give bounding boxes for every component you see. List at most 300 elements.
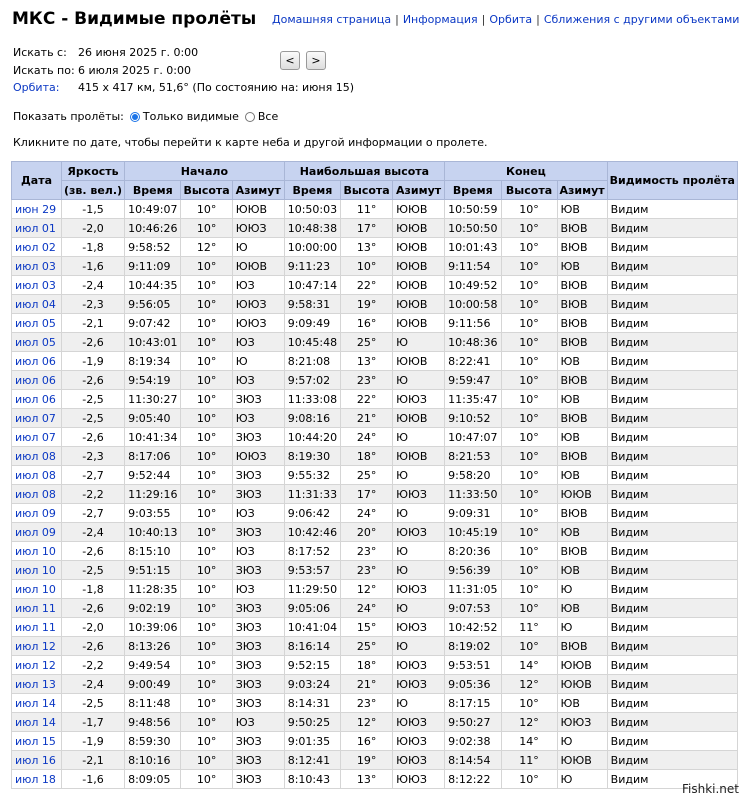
cell-max-alt: 13°	[341, 238, 393, 257]
cell-end-time: 9:07:53	[445, 599, 501, 618]
cell-start-time: 9:52:44	[125, 466, 181, 485]
cell-start-alt: 10°	[181, 580, 232, 599]
cell-visibility: Видим	[607, 523, 737, 542]
cell-end-alt: 10°	[501, 694, 557, 713]
cell-start-time: 8:59:30	[125, 732, 181, 751]
cell-end-az: Ю	[557, 580, 607, 599]
cell-start-az: ЗЮЗ	[232, 618, 284, 637]
pass-date-link[interactable]: июл 08	[15, 487, 56, 501]
cell-start-alt: 10°	[181, 770, 232, 789]
cell-date	[12, 523, 62, 542]
cell-visibility: Видим	[607, 599, 737, 618]
cell-max-time: 9:50:25	[284, 713, 340, 732]
cell-date	[12, 238, 62, 257]
cell-max-alt: 22°	[341, 276, 393, 295]
cell-end-az: ЮЮВ	[557, 751, 607, 770]
cell-end-alt: 10°	[501, 390, 557, 409]
pass-date-link[interactable]: июл 13	[15, 677, 56, 691]
cell-start-az: ЮЗ	[232, 580, 284, 599]
table-row	[12, 504, 738, 523]
cell-date	[12, 694, 62, 713]
cell-end-az: ЮВ	[557, 599, 607, 618]
instruction-text: Кликните по дате, чтобы перейти к карте неба и другой информации о пролете.	[13, 136, 488, 149]
cell-end-alt: 11°	[501, 618, 557, 637]
cell-start-az: ЮЮЗ	[232, 447, 284, 466]
cell-end-az: ЮЮВ	[557, 656, 607, 675]
cell-start-az: ЮЮЗ	[232, 314, 284, 333]
cell-max-time: 11:33:08	[284, 390, 340, 409]
cell-start-alt: 10°	[181, 618, 232, 637]
cell-start-az: ЮЗ	[232, 713, 284, 732]
cell-end-alt: 10°	[501, 466, 557, 485]
pass-date-link[interactable]: июл 06	[15, 373, 56, 387]
cell-start-alt: 10°	[181, 295, 232, 314]
cell-end-alt: 12°	[501, 675, 557, 694]
cell-start-az: ЗЮЗ	[232, 637, 284, 656]
cell-brightness: -1,5	[62, 200, 125, 219]
cell-start-time: 11:28:35	[125, 580, 181, 599]
cell-max-time: 9:01:35	[284, 732, 340, 751]
col-header-end-time: Время	[445, 181, 501, 200]
cell-start-time: 9:54:19	[125, 371, 181, 390]
cell-end-az: ЮВ	[557, 257, 607, 276]
cell-start-az: ЗЮЗ	[232, 751, 284, 770]
cell-end-az: Ю	[557, 732, 607, 751]
cell-end-time: 8:22:41	[445, 352, 501, 371]
cell-max-alt: 18°	[341, 447, 393, 466]
cell-max-az: Ю	[393, 542, 445, 561]
table-row	[12, 580, 738, 599]
table-row	[12, 618, 738, 637]
radio-visible-only[interactable]	[130, 112, 140, 122]
cell-end-alt: 10°	[501, 580, 557, 599]
table-row	[12, 428, 738, 447]
search-to	[13, 64, 191, 77]
cell-start-alt: 12°	[181, 238, 232, 257]
radio-all[interactable]	[245, 112, 255, 122]
cell-date	[12, 314, 62, 333]
cell-brightness: -2,5	[62, 561, 125, 580]
passes-table	[11, 161, 738, 789]
cell-start-az: ЗЮЗ	[232, 656, 284, 675]
cell-visibility: Видим	[607, 428, 737, 447]
cell-start-time: 9:49:54	[125, 656, 181, 675]
cell-start-alt: 10°	[181, 409, 232, 428]
cell-max-time: 8:19:30	[284, 447, 340, 466]
cell-max-alt: 22°	[341, 390, 393, 409]
cell-end-time: 10:45:19	[445, 523, 501, 542]
cell-max-time: 11:29:50	[284, 580, 340, 599]
cell-start-time: 8:19:34	[125, 352, 181, 371]
cell-end-az: ВЮВ	[557, 504, 607, 523]
cell-brightness: -2,2	[62, 656, 125, 675]
cell-end-time: 9:56:39	[445, 561, 501, 580]
nav-link-conjunctions[interactable]: Сближения с другими объектами	[543, 13, 740, 26]
cell-max-alt: 13°	[341, 352, 393, 371]
cell-start-alt: 10°	[181, 732, 232, 751]
cell-start-time: 9:07:42	[125, 314, 181, 333]
pass-date-link[interactable]: июл 10	[15, 563, 56, 577]
cell-max-time: 9:58:31	[284, 295, 340, 314]
cell-brightness: -2,6	[62, 599, 125, 618]
table-row	[12, 333, 738, 352]
cell-end-az: ЮВ	[557, 352, 607, 371]
cell-end-az: ЮВ	[557, 200, 607, 219]
cell-brightness: -2,5	[62, 694, 125, 713]
cell-end-az: ВЮВ	[557, 276, 607, 295]
cell-visibility: Видим	[607, 732, 737, 751]
radio-visible-only-label[interactable]: Только видимые	[142, 110, 239, 123]
cell-end-az: ВЮВ	[557, 219, 607, 238]
cell-end-time: 8:14:54	[445, 751, 501, 770]
pass-date-link[interactable]: июл 03	[15, 259, 56, 273]
pass-date-link[interactable]: июл 14	[15, 715, 56, 729]
col-header-max: Наибольшая высота	[284, 162, 444, 181]
cell-max-alt: 12°	[341, 713, 393, 732]
pass-date-link[interactable]: июл 11	[15, 601, 56, 615]
cell-max-time: 10:41:04	[284, 618, 340, 637]
cell-end-az: ЮВ	[557, 428, 607, 447]
cell-visibility: Видим	[607, 295, 737, 314]
cell-max-az: ЮЮВ	[393, 200, 445, 219]
cell-max-time: 10:00:00	[284, 238, 340, 257]
pass-date-link[interactable]: июл 12	[15, 658, 56, 672]
cell-start-alt: 10°	[181, 485, 232, 504]
cell-start-time: 8:15:10	[125, 542, 181, 561]
cell-date	[12, 580, 62, 599]
cell-max-az: ЮЮВ	[393, 409, 445, 428]
cell-end-az: ВЮВ	[557, 637, 607, 656]
pass-date-link[interactable]: июл 09	[15, 506, 56, 520]
cell-max-az: ЮЮВ	[393, 219, 445, 238]
cell-max-alt: 25°	[341, 466, 393, 485]
search-from	[13, 46, 198, 59]
table-row	[12, 466, 738, 485]
cell-max-time: 9:08:16	[284, 409, 340, 428]
cell-max-az: ЮЮВ	[393, 352, 445, 371]
cell-brightness: -2,7	[62, 504, 125, 523]
col-header-end-az: Азимут	[557, 181, 607, 200]
cell-max-time: 10:50:03	[284, 200, 340, 219]
cell-start-az: Ю	[232, 352, 284, 371]
cell-start-time: 9:00:49	[125, 675, 181, 694]
cell-start-az: ЗЮЗ	[232, 561, 284, 580]
cell-start-az: ЮЮЗ	[232, 219, 284, 238]
cell-brightness: -2,6	[62, 637, 125, 656]
cell-end-az: ВЮВ	[557, 409, 607, 428]
pass-date-link[interactable]: июл 06	[15, 392, 56, 406]
cell-end-alt: 10°	[501, 276, 557, 295]
cell-max-time: 10:45:48	[284, 333, 340, 352]
cell-end-az: ВЮВ	[557, 238, 607, 257]
table-row	[12, 675, 738, 694]
prev-period-button[interactable]: <	[280, 51, 300, 70]
cell-date	[12, 219, 62, 238]
pass-date-link[interactable]: июл 18	[15, 772, 56, 786]
cell-start-alt: 10°	[181, 675, 232, 694]
pass-date-link[interactable]: июн 29	[15, 202, 57, 216]
cell-start-alt: 10°	[181, 751, 232, 770]
cell-date	[12, 371, 62, 390]
cell-max-az: ЮЮЗ	[393, 770, 445, 789]
cell-end-alt: 10°	[501, 637, 557, 656]
cell-date	[12, 618, 62, 637]
cell-start-az: ЮЗ	[232, 542, 284, 561]
cell-start-az: ЗЮЗ	[232, 694, 284, 713]
cell-end-alt: 10°	[501, 542, 557, 561]
cell-start-time: 9:11:09	[125, 257, 181, 276]
cell-max-alt: 13°	[341, 770, 393, 789]
orbit-value: 415 x 417 км, 51,6° (По состоянию на: июня 15)	[78, 81, 355, 94]
cell-max-az: ЮЮЗ	[393, 751, 445, 770]
cell-date	[12, 466, 62, 485]
cell-start-time: 8:13:26	[125, 637, 181, 656]
pass-date-link[interactable]: июл 08	[15, 449, 56, 463]
cell-start-az: ЮЗ	[232, 276, 284, 295]
pass-date-link[interactable]: июл 01	[15, 221, 56, 235]
watermark: Fishki.net	[681, 782, 739, 796]
pass-date-link[interactable]: июл 08	[15, 468, 56, 482]
cell-end-az: ЮВ	[557, 466, 607, 485]
col-header-brightness: Яркость	[62, 162, 125, 181]
cell-date	[12, 352, 62, 371]
cell-start-time: 9:58:52	[125, 238, 181, 257]
table-row	[12, 409, 738, 428]
cell-start-az: ЗЮЗ	[232, 599, 284, 618]
cell-end-time: 9:11:54	[445, 257, 501, 276]
cell-max-az: Ю	[393, 637, 445, 656]
cell-max-alt: 12°	[341, 580, 393, 599]
cell-max-time: 10:48:38	[284, 219, 340, 238]
col-header-start-az: Азимут	[232, 181, 284, 200]
pass-date-link[interactable]: июл 10	[15, 582, 56, 596]
cell-max-az: ЮЮВ	[393, 447, 445, 466]
cell-start-alt: 10°	[181, 504, 232, 523]
cell-brightness: -2,7	[62, 466, 125, 485]
cell-end-time: 9:53:51	[445, 656, 501, 675]
pass-date-link[interactable]: июл 12	[15, 639, 56, 653]
cell-max-time: 9:06:42	[284, 504, 340, 523]
cell-start-time: 10:44:35	[125, 276, 181, 295]
cell-start-time: 10:39:06	[125, 618, 181, 637]
nav-link-info[interactable]: Информация	[402, 13, 478, 26]
cell-visibility: Видим	[607, 390, 737, 409]
cell-start-alt: 10°	[181, 466, 232, 485]
cell-end-alt: 10°	[501, 523, 557, 542]
cell-end-az: ЮВ	[557, 694, 607, 713]
cell-brightness: -2,4	[62, 276, 125, 295]
cell-start-alt: 10°	[181, 333, 232, 352]
col-header-visibility: Видимость пролёта	[607, 162, 737, 200]
cell-max-alt: 23°	[341, 561, 393, 580]
cell-end-time: 10:00:58	[445, 295, 501, 314]
cell-end-time: 9:58:20	[445, 466, 501, 485]
cell-max-time: 9:52:15	[284, 656, 340, 675]
cell-date	[12, 200, 62, 219]
cell-start-time: 11:30:27	[125, 390, 181, 409]
cell-end-alt: 10°	[501, 219, 557, 238]
cell-start-time: 9:56:05	[125, 295, 181, 314]
pass-date-link[interactable]: июл 03	[15, 278, 56, 292]
cell-brightness: -1,7	[62, 713, 125, 732]
cell-brightness: -1,8	[62, 580, 125, 599]
table-row	[12, 238, 738, 257]
cell-max-time: 10:44:20	[284, 428, 340, 447]
col-header-brightness-unit: (зв. вел.)	[62, 181, 125, 200]
table-row	[12, 314, 738, 333]
cell-max-alt: 16°	[341, 314, 393, 333]
cell-end-time: 8:12:22	[445, 770, 501, 789]
cell-date	[12, 409, 62, 428]
pass-filter	[13, 110, 278, 123]
cell-max-time: 9:03:24	[284, 675, 340, 694]
search-from-label: Искать с:	[13, 46, 67, 59]
cell-end-alt: 10°	[501, 333, 557, 352]
cell-date	[12, 428, 62, 447]
cell-max-alt: 16°	[341, 732, 393, 751]
cell-brightness: -2,3	[62, 447, 125, 466]
pass-date-link[interactable]: июл 02	[15, 240, 56, 254]
cell-date	[12, 675, 62, 694]
cell-max-time: 8:21:08	[284, 352, 340, 371]
cell-date	[12, 732, 62, 751]
cell-date	[12, 656, 62, 675]
cell-max-az: ЮЮЗ	[393, 485, 445, 504]
cell-max-az: ЮЮВ	[393, 295, 445, 314]
table-row	[12, 542, 738, 561]
cell-max-az: ЮЮЗ	[393, 580, 445, 599]
cell-end-az: ВЮВ	[557, 371, 607, 390]
table-row	[12, 219, 738, 238]
pass-date-link[interactable]: июл 07	[15, 430, 56, 444]
cell-start-alt: 10°	[181, 314, 232, 333]
cell-visibility: Видим	[607, 238, 737, 257]
cell-start-az: ЗЮЗ	[232, 466, 284, 485]
cell-visibility: Видим	[607, 561, 737, 580]
cell-start-alt: 10°	[181, 656, 232, 675]
cell-visibility: Видим	[607, 485, 737, 504]
cell-start-az: ЗЮЗ	[232, 675, 284, 694]
cell-date	[12, 713, 62, 732]
cell-max-az: Ю	[393, 466, 445, 485]
cell-max-az: ЮЮВ	[393, 238, 445, 257]
cell-date	[12, 447, 62, 466]
cell-max-az: ЮЮВ	[393, 276, 445, 295]
cell-end-time: 8:17:15	[445, 694, 501, 713]
table-row	[12, 561, 738, 580]
cell-max-az: ЮЮЗ	[393, 656, 445, 675]
next-period-button[interactable]: >	[306, 51, 326, 70]
cell-visibility: Видим	[607, 637, 737, 656]
cell-brightness: -2,6	[62, 371, 125, 390]
nav-link-home[interactable]: Домашняя страница	[272, 13, 392, 26]
cell-end-alt: 10°	[501, 371, 557, 390]
cell-max-alt: 19°	[341, 295, 393, 314]
orbit-link[interactable]: Орбита:	[13, 81, 60, 94]
page-title: МКС - Видимые пролёты	[12, 9, 257, 29]
cell-start-alt: 10°	[181, 219, 232, 238]
cell-end-time: 11:33:50	[445, 485, 501, 504]
col-header-start-time: Время	[125, 181, 181, 200]
cell-end-alt: 10°	[501, 485, 557, 504]
pass-date-link[interactable]: июл 14	[15, 696, 56, 710]
col-header-start-alt: Высота	[181, 181, 232, 200]
pass-date-link[interactable]: июл 15	[15, 734, 56, 748]
col-header-max-time: Время	[284, 181, 340, 200]
cell-end-alt: 10°	[501, 314, 557, 333]
cell-max-time: 10:47:14	[284, 276, 340, 295]
pass-date-link[interactable]: июл 05	[15, 316, 56, 330]
table-row	[12, 523, 738, 542]
cell-max-az: ЮЮВ	[393, 257, 445, 276]
cell-start-alt: 10°	[181, 637, 232, 656]
cell-brightness: -2,6	[62, 542, 125, 561]
cell-end-az: ЮВ	[557, 390, 607, 409]
cell-max-time: 9:05:06	[284, 599, 340, 618]
cell-start-time: 10:43:01	[125, 333, 181, 352]
cell-end-time: 10:50:50	[445, 219, 501, 238]
cell-brightness: -2,4	[62, 523, 125, 542]
cell-end-alt: 10°	[501, 257, 557, 276]
cell-start-time: 10:41:34	[125, 428, 181, 447]
cell-end-az: Ю	[557, 770, 607, 789]
radio-all-label[interactable]: Все	[257, 110, 279, 123]
pass-date-link[interactable]: июл 07	[15, 411, 56, 425]
cell-max-alt: 18°	[341, 656, 393, 675]
table-row	[12, 694, 738, 713]
cell-brightness: -2,1	[62, 751, 125, 770]
cell-end-alt: 10°	[501, 504, 557, 523]
nav-link-orbit[interactable]: Орбита	[489, 13, 533, 26]
table-row	[12, 732, 738, 751]
cell-end-time: 9:50:27	[445, 713, 501, 732]
cell-end-alt: 10°	[501, 428, 557, 447]
pass-date-link[interactable]: июл 10	[15, 544, 56, 558]
cell-start-az: ЗЮЗ	[232, 485, 284, 504]
nav-separator: |	[481, 13, 486, 26]
pass-date-link[interactable]: июл 11	[15, 620, 56, 634]
table-row	[12, 295, 738, 314]
cell-max-time: 9:57:02	[284, 371, 340, 390]
cell-end-alt: 10°	[501, 599, 557, 618]
pass-date-link[interactable]: июл 16	[15, 753, 56, 767]
cell-start-az: ЗЮЗ	[232, 428, 284, 447]
cell-max-time: 9:09:49	[284, 314, 340, 333]
cell-visibility: Видим	[607, 200, 737, 219]
cell-end-az: ВЮВ	[557, 295, 607, 314]
cell-max-alt: 10°	[341, 257, 393, 276]
cell-end-time: 8:20:36	[445, 542, 501, 561]
cell-brightness: -2,2	[62, 485, 125, 504]
cell-start-alt: 10°	[181, 561, 232, 580]
cell-visibility: Видим	[607, 713, 737, 732]
pass-date-link[interactable]: июл 09	[15, 525, 56, 539]
table-row	[12, 276, 738, 295]
cell-brightness: -1,6	[62, 770, 125, 789]
pass-date-link[interactable]: июл 05	[15, 335, 56, 349]
cell-start-alt: 10°	[181, 447, 232, 466]
pass-date-link[interactable]: июл 04	[15, 297, 56, 311]
cell-max-az: Ю	[393, 371, 445, 390]
cell-date	[12, 542, 62, 561]
cell-start-az: ЮЗ	[232, 333, 284, 352]
cell-start-az: ЮЮЗ	[232, 295, 284, 314]
cell-end-az: ВЮВ	[557, 447, 607, 466]
search-to-value: 6 июля 2025 г. 0:00	[78, 64, 192, 77]
pass-date-link[interactable]: июл 06	[15, 354, 56, 368]
nav-separator: |	[536, 13, 540, 26]
cell-end-alt: 10°	[501, 295, 557, 314]
